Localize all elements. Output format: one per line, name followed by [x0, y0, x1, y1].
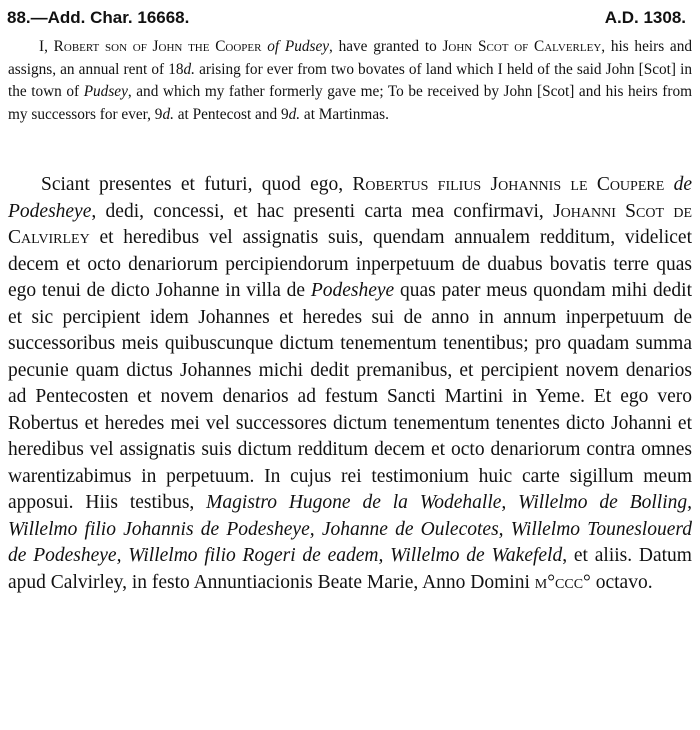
summary-text: at Martinmas. — [300, 105, 389, 123]
witness-list: Magistro Hugone de la Wodehalle, Willelmo de Bolling, Willelmo filio Johannis de Podesheye, Johanne de Oulecotes, Willelmo Touneslouerd de Podesheye, Willelmo filio Rogeri de eadem, Willelmo de Wakefeld — [8, 492, 692, 566]
place-name: Pudsey — [83, 83, 128, 100]
summary-paragraph — [8, 36, 692, 126]
latin-text: quas pater meus quondam mihi dedit et sic percipient idem Johannes et heredes sui de anno in annum inperpetuum de successoribus meis quibuscunque dictum tenementum tenentibus; pro quadam summa pecunie quam dictus Johannes michi dedit premanibus, et percipient novem denarios ad Pentecosten et novem denarios ad festum Sancti Martini in Yeme. Et ego vero Robertus et heredes mei vel successores dictum tenementum tenentes dicto Johanni et heredibus vel assignatis suis dictum redditum decem et octo denariorum contra omnes warentizabimus in perpetuum. In cujus rei testimonium huic carte sigillum meum apposui. Hiis testibus, — [8, 280, 693, 513]
grantor-name: Robertus filius Johannis le Coupere — [352, 174, 665, 195]
latin-text: , dedi, concessi, et hac presenti carta mea confirmavi, — [91, 200, 554, 222]
denarius-abbrev: d. — [288, 105, 301, 123]
summary-text: I, — [39, 38, 54, 55]
latin-text: et heredibus vel assignatis suis, quendam annualem redditum, videlicet decem et octo denariorum percipiendorum inperpetuum de duabus bovatis terre quas ego tenui de dicto Johanne in villa de — [8, 227, 692, 301]
summary-text: arising for ever from two bovates of land which I held of the said John [Scot] in the town of — [8, 60, 692, 100]
english-summary — [8, 36, 692, 126]
denarius-abbrev: d. — [183, 60, 196, 78]
grantee-name: Johanni Scot de Calvirley — [8, 200, 692, 248]
summary-text: , his heirs and assigns, an annual rent of 18 — [8, 38, 692, 78]
latin-text — [664, 174, 673, 195]
latin-charter-text — [8, 172, 692, 596]
year-numeral: m°ccc° — [534, 571, 591, 593]
charter-header — [7, 6, 686, 32]
denarius-abbrev: d. — [162, 105, 174, 123]
latin-paragraph — [8, 172, 692, 596]
latin-text: , et aliis. Datum apud Calvirley, in festo Annuntiacionis Beate Marie, Anno Domini — [8, 545, 692, 593]
grantee-name: John Scot of Calverley — [442, 38, 602, 55]
place-name: de Podesheye — [8, 174, 692, 222]
summary-text: , and which my father formerly gave me; To be received by John [Scot] and his heirs from my successors for ever, 9 — [8, 83, 692, 123]
latin-text: octavo. — [590, 571, 653, 593]
place-name: of Pudsey — [267, 38, 330, 55]
latin-text: Sciant presentes et futuri, quod ego, — [41, 174, 353, 195]
summary-text: , have granted to — [329, 38, 443, 55]
charter-number: 88.—Add. Char. 16668. — [7, 8, 190, 27]
charter-date: A.D. 1308. — [604, 8, 686, 27]
grantor-name: Robert son of John the Cooper — [53, 38, 262, 55]
summary-text: at Pentecost and 9 — [173, 105, 289, 123]
place-name: Podesheye — [310, 280, 395, 301]
